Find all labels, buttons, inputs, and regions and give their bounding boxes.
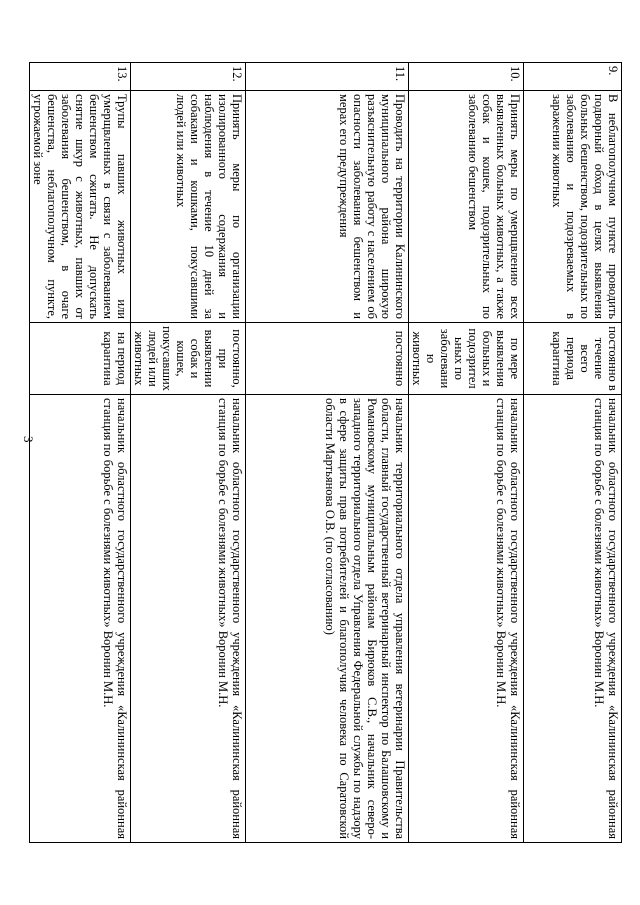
row-number: 13. bbox=[30, 63, 131, 91]
row-action: Проводить на территории Калининского муниципального района широкую разъяснительную работу с населением об опасности заболевания бешенством и мерах его предупреждения bbox=[246, 91, 409, 323]
row-number: 10. bbox=[409, 63, 524, 91]
row-action: Принять меры по организации изолированного содержания и наблюдения в течение 10 дней за собаками и кошками, покусавшими людей или животных bbox=[131, 91, 246, 323]
row-responsible: начальник областного государственного учреждения «Калининская районная станция по борьбе с болезнями животных» Воронин М.Н. bbox=[409, 395, 524, 843]
row-number: 12. bbox=[131, 63, 246, 91]
row-responsible: начальник областного государственного учреждения «Калининская районная станция по борьбе с болезнями животных» Воронин М.Н. bbox=[131, 395, 246, 843]
row-number: 9. bbox=[524, 63, 622, 91]
row-number: 11. bbox=[246, 63, 409, 91]
row-responsible: начальник областного государственного учреждения «Калининская районная станция по борьбе с болезнями животных» Воронин М.Н. bbox=[30, 395, 131, 843]
row-action: В неблагополучном пункте проводить подворный обход в целях выявления больных бешенством, подозрительных по заболеванию и подозреваемых в заражении животных bbox=[524, 91, 622, 323]
row-action: Принять меры по умерщвлению всех выявленных больных животных, а также собак и кошек, подозрительных по заболеванию бешенством bbox=[409, 91, 524, 323]
table-row bbox=[524, 63, 622, 843]
row-term: на период карантина bbox=[30, 323, 131, 395]
measures-table bbox=[29, 62, 622, 843]
table-row bbox=[131, 63, 246, 843]
row-term: постоянно bbox=[246, 323, 409, 395]
page-number: 3 bbox=[21, 436, 36, 443]
row-term: постоянно, при выявлении собак и кошек, покусавших людей или животных bbox=[131, 323, 246, 395]
row-responsible: начальник территориального отдела управления ветеринарии Правительства области, главный государственный ветеринарный инспектор по Балашовскому и Романовскому муниципальным районам Бирюков С.В., начальник северо-западного территориального отдела Управления Федеральной службы по надзору в сфере защиты прав потребителей и благополучия человека по Саратовской области Мартьянова О.В. (по согласованию) bbox=[246, 395, 409, 843]
row-responsible: начальник областного государственного учреждения «Калининская районная станция по борьбе с болезнями животных» Воронин М.Н. bbox=[524, 395, 622, 843]
table-row bbox=[409, 63, 524, 843]
rotated-table-container bbox=[31, 62, 622, 842]
table-row bbox=[246, 63, 409, 843]
row-term: по мере выявления больных и подозрительных по заболеванию животных bbox=[409, 323, 524, 395]
row-action: Трупы павших животных или умерщвленных в связи с заболеванием бешенством сжигать. Не допускать снятие шкур с животных, павших от заболевания бешенством, в очаге бешенства, неблагополучном пункте, угрожаемой зоне bbox=[30, 91, 131, 323]
table-row bbox=[30, 63, 131, 843]
row-term: постоянно в течение всего периода карантина bbox=[524, 323, 622, 395]
